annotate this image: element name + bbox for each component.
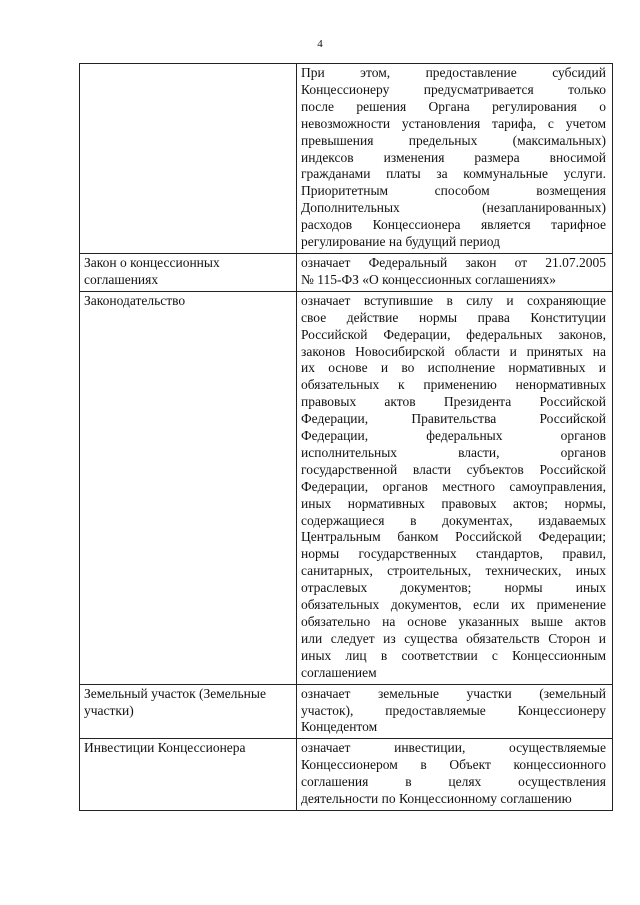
page-number: 4 (317, 38, 323, 50)
definition-line: Концессионеру предусматривается только (301, 81, 606, 97)
definition-line: правовых актов Президента Российской (301, 394, 606, 410)
definition-line: означает земельные участки (земельный (301, 685, 606, 701)
term-cell: Инвестиции Концессионера (80, 739, 297, 811)
definition-line: означает Федеральный закон от 21.07.2005 (301, 254, 606, 270)
definition-line: Федерации, органов местного самоуправления, (301, 478, 606, 494)
definition-line: При этом, предоставление субсидий (301, 65, 606, 80)
definition-cell (297, 64, 613, 254)
definition-line: индексов изменения размера вносимой (301, 149, 606, 165)
definition-line: Федерации, федеральных органов (301, 428, 606, 444)
definition-line: содержащиеся в документах, издаваемых (301, 512, 606, 528)
definition-line: исполнительных власти, органов (301, 444, 606, 460)
term-cell: Закон о концессионных соглашениях (80, 253, 297, 291)
definition-cell (297, 739, 613, 811)
definition-line: гражданами платы за коммунальные услуги. (301, 166, 606, 182)
definition-line: Российской Федерации, федеральных законов, (301, 326, 606, 342)
definition-line: их основе и во исполнение нормативных и (301, 360, 606, 376)
definition-line: означает инвестиции, осуществляемые (301, 740, 606, 756)
definition-line: участок), предоставляемые Концессионеру (301, 702, 606, 718)
definition-line: законов Новосибирской области и принятых на (301, 343, 606, 359)
definition-line: обязательно на основе указанных выше актов (301, 614, 606, 629)
definitions-table (79, 63, 613, 811)
definition-line: невозможности установления тарифа, с учетом (301, 115, 606, 131)
definition-line: иных нормативных правовых актов; нормы, (301, 495, 606, 511)
term-cell (80, 64, 297, 254)
definition-line: расходов Концессионера является тарифное (301, 217, 606, 233)
table-row (80, 64, 613, 254)
definition-cell (297, 684, 613, 739)
definition-line: Концедентом (301, 719, 378, 735)
definition-line: свое действие нормы права Конституции (301, 309, 606, 325)
definition-line: Федерации, Правительства Российской (301, 411, 606, 427)
definition-line: иных лиц в соответствии с Концессионным (301, 647, 606, 663)
definition-line: регулирование на будущий период (301, 234, 501, 250)
definition-line: деятельности по Концессионному соглашению (301, 791, 572, 807)
definition-line: превышения предельных (максимальных) (301, 132, 606, 148)
definition-line: санитарных, строительных, технических, иных (301, 563, 606, 579)
definition-line: означает вступившие в силу и сохраняющие (301, 292, 606, 308)
term-cell: Законодательство (80, 291, 297, 684)
definition-line: соглашения в целях осуществления (301, 774, 606, 790)
definition-line: после решения Органа регулирования о (301, 98, 606, 114)
term-cell: Земельный участок (Земельные участки) (80, 684, 297, 739)
definition-line: соглашением (301, 664, 377, 680)
definition-line: нормы государственных стандартов, правил, (301, 546, 606, 562)
definition-line: или следует из существа обязательств Сторон и (301, 630, 606, 646)
definition-line: Дополнительных (незапланированных) (301, 200, 606, 216)
definition-line: Концессионером в Объект концессионного (301, 757, 606, 773)
table-row (80, 291, 613, 684)
table-row (80, 739, 613, 811)
definition-line: обязательных к применению ненормативных (301, 377, 606, 393)
table-row (80, 684, 613, 739)
table-row (80, 253, 613, 291)
definition-line: № 115-ФЗ «О концессионных соглашениях» (301, 271, 557, 287)
definition-line: Приоритетным способом возмещения (301, 183, 606, 199)
definition-cell (297, 253, 613, 291)
definition-line: отраслевых документов; нормы иных (301, 580, 606, 596)
definition-line: Центральным банком Российской Федерации; (301, 529, 606, 545)
definition-line: обязательных документов, если их применение (301, 597, 606, 613)
definition-cell (297, 291, 613, 684)
definition-line: государственной власти субъектов Российской (301, 461, 606, 477)
